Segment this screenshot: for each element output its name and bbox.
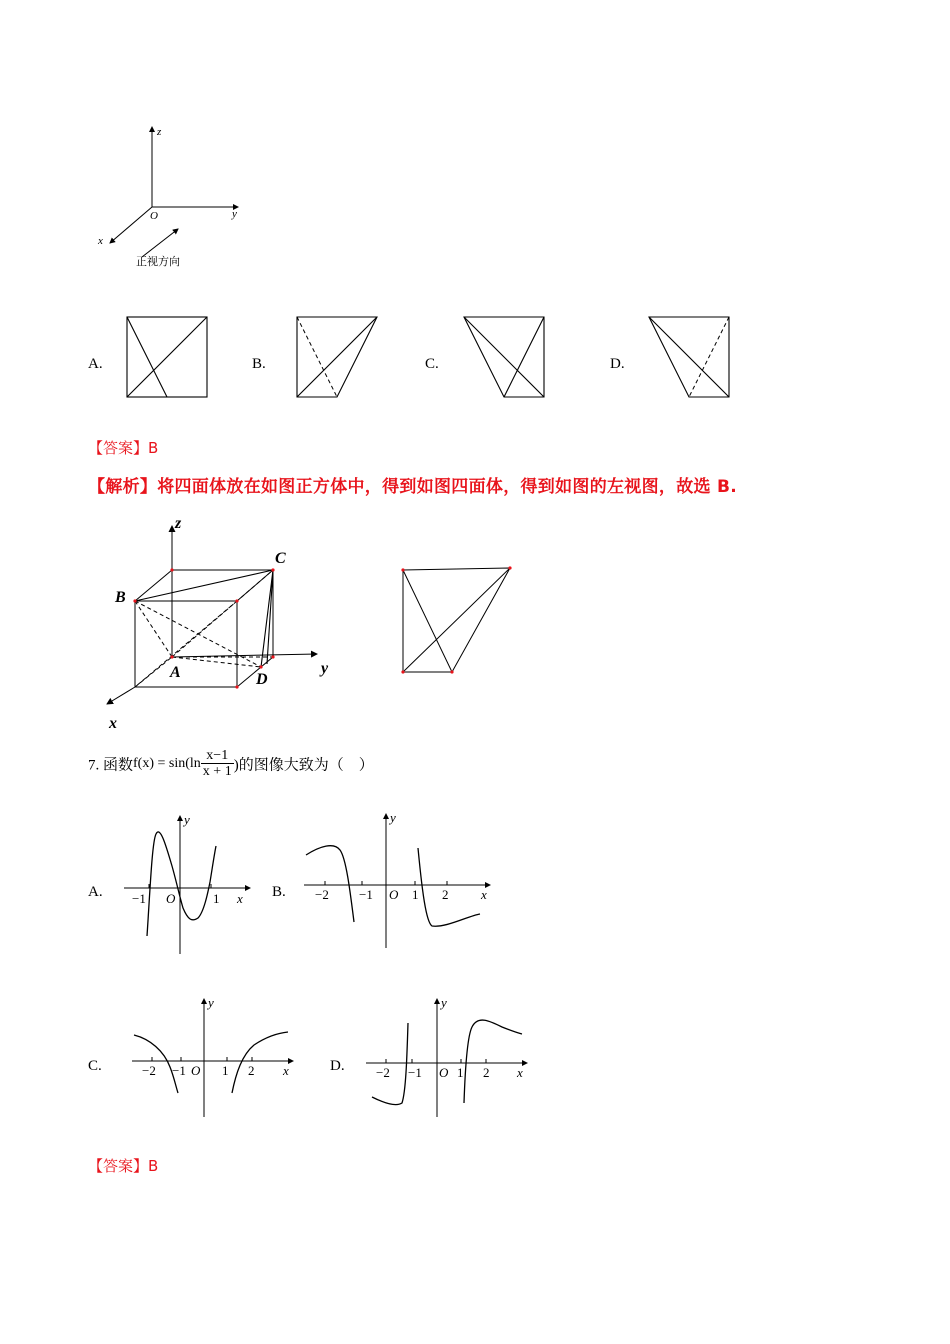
cube-figure [95, 510, 345, 735]
graph-c-origin: O [191, 1063, 201, 1078]
graph-b-origin: O [389, 887, 399, 902]
q7-graph-a [120, 812, 255, 957]
graph-d-axis-y: y [441, 995, 447, 1010]
q6-solution: 【解析】将四面体放在如图正方体中，得到如图四面体，得到如图的左视图，故选 B. [88, 477, 738, 497]
origin-label: O [150, 210, 158, 222]
q7-func-left: f(x) = sin(ln [133, 755, 201, 771]
q6-option-c-label: C. [425, 356, 439, 372]
q7-prefix: 7. 函数 [88, 757, 134, 774]
graph-a-axis-x: x [237, 891, 243, 906]
q7-graph-c [128, 995, 298, 1120]
q6-option-b-figure [295, 315, 381, 401]
graph-c-axis-x: x [283, 1063, 289, 1078]
graph-a-tick-1: 1 [213, 891, 220, 906]
graph-b-tick-2: 2 [442, 887, 449, 902]
graph-c-tick-neg1: −1 [172, 1063, 186, 1078]
q7-fraction [201, 748, 234, 780]
q6-option-d-figure [647, 315, 733, 401]
cube-vertex-b: B [115, 589, 126, 606]
q6-option-a-label: A. [88, 356, 103, 372]
graph-b-tick-1: 1 [412, 887, 419, 902]
cube-axis-y: y [321, 660, 329, 677]
q6-option-d-label: D. [610, 356, 625, 372]
graph-a-axis-y: y [184, 812, 190, 827]
axis-y-label: y [232, 208, 237, 220]
q7-graph-d [362, 995, 532, 1120]
graph-d-tick-neg1: −1 [408, 1065, 422, 1080]
q6-option-b-label: B. [252, 356, 266, 372]
graph-d-tick-2: 2 [483, 1065, 490, 1080]
q7-graph-b [300, 810, 495, 950]
q7-option-d-label: D. [330, 1058, 345, 1074]
axis-z-label: z [157, 126, 162, 138]
graph-c-tick-1: 1 [222, 1063, 229, 1078]
graph-b-tick-neg2: −2 [315, 887, 329, 902]
q7-frac-num: x−1 [201, 748, 234, 764]
q6-option-c-figure [462, 315, 548, 401]
cube-axis-x: x [109, 715, 117, 732]
q7-option-b-label: B. [272, 884, 286, 900]
cube-vertex-a: A [170, 664, 181, 681]
q7-option-a-label: A. [88, 884, 103, 900]
q6-option-a-figure [125, 315, 211, 401]
cube-vertex-d: D [256, 671, 268, 688]
q6-answer: 【答案】B [88, 439, 159, 457]
graph-d-origin: O [439, 1065, 449, 1080]
cube-axis-z: z [175, 515, 182, 532]
graph-b-tick-neg1: −1 [359, 887, 373, 902]
graph-d-axis-x: x [517, 1065, 523, 1080]
q7-answer: 【答案】B [88, 1157, 159, 1175]
axes-figure [90, 105, 270, 275]
graph-a-origin: O [166, 891, 176, 906]
graph-b-axis-x: x [481, 887, 487, 902]
graph-c-tick-2: 2 [248, 1063, 255, 1078]
graph-c-tick-neg2: −2 [142, 1063, 156, 1078]
q7-stem [88, 748, 374, 780]
graph-b-axis-y: y [390, 810, 396, 825]
q7-option-c-label: C. [88, 1058, 102, 1074]
graph-d-tick-1: 1 [457, 1065, 464, 1080]
axis-x-label: x [98, 235, 103, 247]
graph-a-tick-neg1: −1 [132, 891, 146, 906]
graph-c-axis-y: y [208, 995, 214, 1010]
cube-vertex-c: C [275, 550, 286, 567]
graph-d-tick-neg2: −2 [376, 1065, 390, 1080]
left-view-figure [398, 565, 518, 677]
q7-func-right: )的图像大致为（ ） [233, 757, 374, 774]
q7-frac-den: x + 1 [202, 764, 232, 780]
direction-label: 正视方向 [136, 256, 180, 268]
